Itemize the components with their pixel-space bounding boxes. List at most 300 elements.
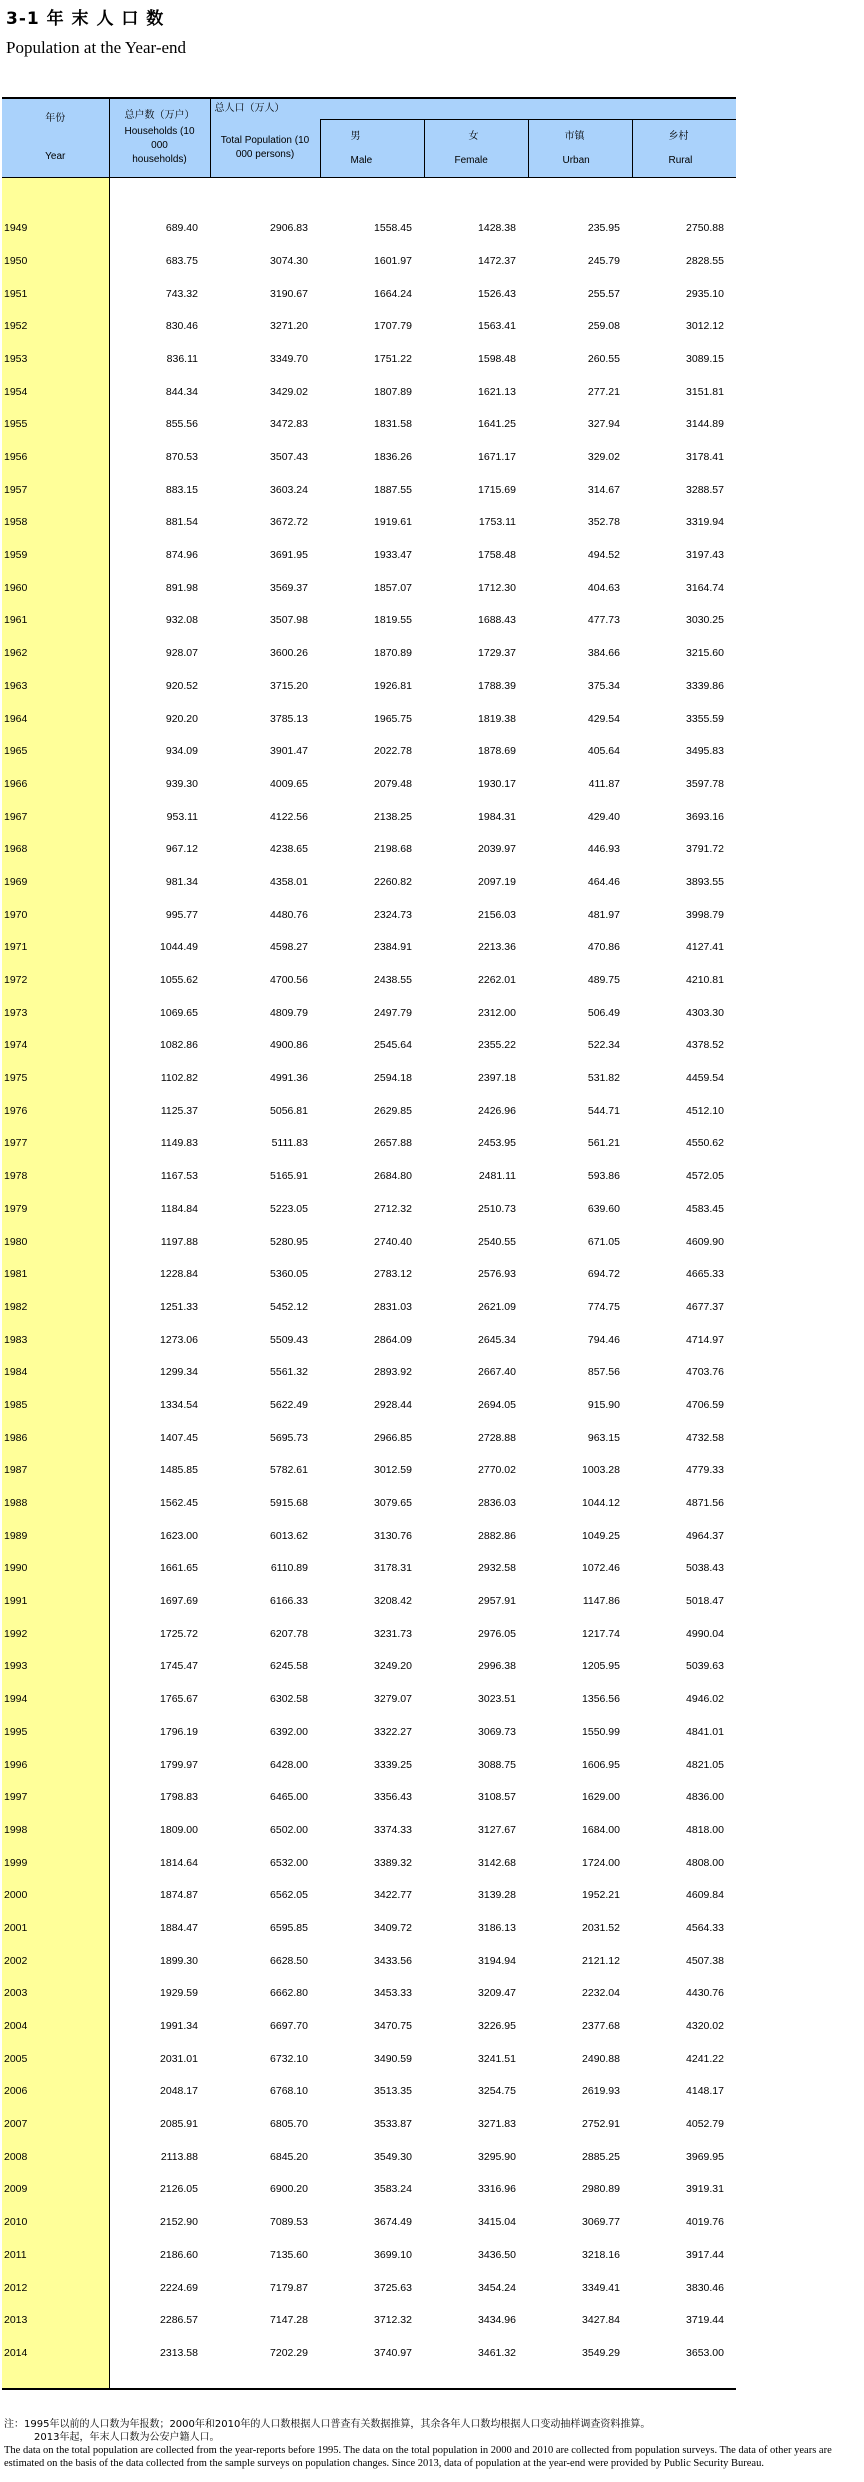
cell-female: 2576.93 [478,1268,516,1281]
cell-year: 1958 [2,502,109,535]
cell-female: 1526.43 [478,287,516,300]
cell-rural: 4572.05 [686,1170,724,1183]
cell-female: 3316.96 [478,2183,516,2196]
cell-urban: 1606.95 [582,1758,620,1771]
cell-rural: 4665.33 [686,1268,724,1281]
cell-female: 2645.34 [478,1333,516,1346]
cell-female: 2355.22 [478,1039,516,1052]
cell-rural: 4512.10 [686,1104,724,1117]
cell-households: 1102.82 [160,1072,198,1085]
table-row [2,2071,736,2104]
cell-female: 2932.58 [478,1562,516,1575]
cell-rural: 4706.59 [686,1398,724,1411]
header-male [320,120,424,178]
cell-urban: 1684.00 [582,1823,620,1836]
cell-urban: 1356.56 [582,1693,620,1706]
cell-total: 7135.60 [270,2248,308,2261]
table-row [2,1254,736,1287]
cell-total: 7089.53 [270,2216,308,2229]
table-row [2,469,736,502]
cell-rural: 3319.94 [686,516,724,529]
cell-male: 3249.20 [374,1660,412,1673]
header-male-en: Male [350,154,373,166]
cell-urban: 259.08 [587,320,620,333]
cell-rural: 2828.55 [686,254,724,267]
cell-rural: 4583.45 [686,1202,724,1215]
cell-female: 2481.11 [478,1170,516,1183]
table-row [2,698,736,731]
footnote-cn-line2: 2013年起，年末人口数为公安户籍人口。 [34,2432,220,2443]
cell-urban: 593.86 [587,1170,620,1183]
cell-urban: 1550.99 [582,1725,620,1738]
table-row [2,2234,736,2267]
cell-year: 1975 [2,1057,109,1090]
cell-female: 3434.96 [478,2314,516,2327]
cell-male: 2594.18 [374,1072,412,1085]
cell-total: 5111.83 [271,1137,308,1150]
cell-male: 2545.64 [374,1039,412,1052]
cell-female: 2976.05 [478,1627,516,1640]
cell-year: 2012 [2,2267,109,2300]
cell-year: 1978 [2,1155,109,1188]
table-row [2,1417,736,1450]
cell-rural: 3030.25 [686,614,724,627]
cell-rural: 3144.89 [686,418,724,431]
table-row [2,1221,736,1254]
header-rural [632,120,736,178]
cell-rural: 3164.74 [686,581,724,594]
cell-male: 2138.25 [374,810,412,823]
cell-male: 1965.75 [374,712,412,725]
cell-male: 3549.30 [374,2150,412,2163]
cell-male: 1601.97 [374,254,412,267]
header-male-cn: 男 [350,130,361,142]
cell-female: 1688.43 [478,614,516,627]
cell-female: 2426.96 [478,1104,516,1117]
cell-rural: 2935.10 [686,287,724,300]
cell-year: 2003 [2,1973,109,2006]
cell-households: 1814.64 [160,1856,198,1869]
cell-urban: 1205.95 [582,1660,620,1673]
cell-year: 1962 [2,632,109,665]
cell-households: 1884.47 [160,1921,198,1934]
cell-households: 1167.53 [160,1170,198,1183]
cell-year: 1984 [2,1352,109,1385]
cell-urban: 1072.46 [582,1562,620,1575]
cell-total: 6245.58 [270,1660,308,1673]
cell-year: 1960 [2,567,109,600]
table-row [2,1613,736,1646]
cell-female: 1984.31 [478,810,516,823]
cell-female: 3436.50 [478,2248,516,2261]
table-row [2,1025,736,1058]
cell-total: 6207.78 [270,1627,308,1640]
cell-male: 1919.61 [374,516,412,529]
cell-households: 2126.05 [160,2183,198,2196]
cell-year: 2010 [2,2201,109,2234]
cell-year: 1994 [2,1678,109,1711]
table-row [2,731,736,764]
cell-female: 2996.38 [478,1660,516,1673]
cell-urban: 429.54 [587,712,620,725]
cell-total: 3672.72 [270,516,308,529]
cell-year: 2011 [2,2234,109,2267]
cell-urban: 857.56 [587,1366,620,1379]
table-row [2,436,736,469]
cell-rural: 4871.56 [686,1497,724,1509]
header-total-cn: 总人口（万人） [210,98,320,120]
cell-urban: 1629.00 [582,1791,620,1804]
cell-female: 3241.51 [478,2052,516,2065]
cell-urban: 963.15 [587,1431,620,1444]
cell-female: 3209.47 [478,1987,516,2000]
cell-year: 1990 [2,1548,109,1581]
cell-year: 2009 [2,2169,109,2202]
cell-total: 6845.20 [270,2150,308,2163]
cell-female: 1788.39 [478,679,516,692]
cell-female: 1428.38 [478,222,516,235]
cell-male: 3208.42 [374,1595,412,1608]
cell-urban: 671.05 [587,1235,620,1248]
cell-households: 995.77 [165,908,198,921]
cell-total: 5360.05 [270,1268,308,1281]
cell-male: 1926.81 [374,679,412,692]
cell-year: 1949 [2,208,109,241]
cell-year: 2014 [2,2332,109,2365]
cell-male: 3433.56 [374,1954,412,1967]
cell-female: 3226.95 [478,2020,516,2032]
cell-total: 4809.79 [270,1006,308,1019]
cell-male: 2079.48 [374,777,412,790]
cell-total: 6532.00 [270,1856,308,1869]
table-row [2,959,736,992]
cell-male: 3356.43 [374,1791,412,1804]
cell-households: 928.07 [165,647,198,660]
table-row [2,1875,736,1908]
table-row [2,2103,736,2136]
cell-urban: 1724.00 [582,1856,620,1869]
header-rural-en: Rural [668,154,693,166]
cell-male: 3725.63 [374,2281,412,2294]
table-row [2,2038,736,2071]
population-table-container [2,97,736,2390]
cell-rural: 4210.81 [686,974,724,986]
cell-urban: 481.97 [587,908,620,921]
cell-year: 1993 [2,1646,109,1679]
cell-urban: 2031.52 [582,1921,620,1934]
cell-year: 1982 [2,1286,109,1319]
cell-households: 920.20 [165,712,198,725]
table-row [2,371,736,404]
cell-total: 6628.50 [270,1954,308,1967]
cell-households: 1725.72 [160,1627,198,1640]
cell-households: 2031.01 [160,2052,198,2065]
cell-households: 1299.34 [160,1366,198,1379]
cell-rural: 3355.59 [686,712,724,725]
table-row [2,600,736,633]
cell-total: 3569.37 [270,581,308,594]
cell-female: 1930.17 [478,777,516,790]
cell-households: 2186.60 [160,2248,198,2261]
table-row [2,1907,736,1940]
cell-rural: 4148.17 [686,2085,724,2098]
cell-female: 2156.03 [478,908,516,921]
cell-female: 2694.05 [478,1398,516,1411]
cell-male: 3533.87 [374,2118,412,2131]
cell-total: 5509.43 [270,1333,308,1346]
cell-urban: 1217.74 [582,1627,620,1640]
cell-rural: 4990.04 [686,1627,724,1640]
cell-rural: 3197.43 [686,549,724,562]
cell-urban: 405.64 [587,745,620,758]
cell-total: 6166.33 [270,1595,308,1608]
cell-female: 3271.83 [478,2118,516,2131]
cell-households: 1899.30 [160,1954,198,1967]
cell-total: 3715.20 [270,679,308,692]
cell-households: 953.11 [166,810,198,823]
cell-year: 1987 [2,1450,109,1483]
cell-male: 2966.85 [374,1431,412,1444]
cell-female: 3023.51 [478,1693,516,1706]
cell-male: 2928.44 [374,1398,412,1411]
cell-year: 1963 [2,665,109,698]
cell-year: 2002 [2,1940,109,1973]
cell-year: 1971 [2,927,109,960]
cell-urban: 794.46 [587,1333,620,1346]
cell-households: 981.34 [165,875,198,888]
cell-rural: 4507.38 [686,1954,724,1967]
cell-rural: 4732.58 [686,1431,724,1444]
cell-year: 2006 [2,2071,109,2104]
cell-female: 2397.18 [478,1072,516,1085]
cell-male: 1831.58 [374,418,412,431]
cell-female: 1753.11 [478,516,516,529]
cell-total: 5280.95 [270,1235,308,1248]
cell-male: 3674.49 [374,2216,412,2229]
footnote-cn-line1: 注：1995年以前的人口数为年报数；2000年和2010年的人口数根据人口普查有关数据推算，其余各年人口数均根据人口变动抽样调查资料推算。 [4,2419,651,2430]
table-row [2,1744,736,1777]
cell-urban: 3427.84 [582,2314,620,2327]
cell-total: 6595.85 [270,1921,308,1934]
cell-male: 2712.32 [374,1202,412,1215]
cell-urban: 352.78 [587,516,620,529]
cell-total: 6562.05 [270,1889,308,1902]
cell-male: 2260.82 [374,875,412,888]
cell-year: 1981 [2,1254,109,1287]
cell-year: 1970 [2,894,109,927]
cell-total: 6013.62 [270,1529,308,1542]
cell-households: 874.96 [165,549,198,562]
cell-year: 1957 [2,469,109,502]
header-female-en: Female [454,154,488,166]
cell-year: 1988 [2,1482,109,1515]
cell-male: 3583.24 [374,2183,412,2196]
cell-total: 3691.95 [270,549,308,562]
table-row [2,404,736,437]
cell-urban: 314.67 [587,483,620,496]
cell-total: 4358.01 [270,875,308,888]
table-row [2,1482,736,1515]
cell-rural: 4836.00 [686,1791,724,1804]
cell-total: 5561.32 [270,1366,308,1379]
cell-female: 2882.86 [478,1529,516,1542]
cell-female: 3139.28 [478,1889,516,1902]
cell-households: 1125.37 [160,1104,198,1117]
cell-total: 6697.70 [270,2020,308,2032]
cell-total: 5782.61 [270,1464,308,1477]
cell-urban: 245.79 [587,254,620,267]
cell-total: 3901.47 [270,745,308,758]
table-row [2,338,736,371]
cell-total: 4480.76 [270,908,308,921]
cell-rural: 3495.83 [686,745,724,758]
cell-rural: 5038.43 [686,1562,724,1575]
cell-households: 2224.69 [160,2281,198,2294]
table-row [2,306,736,339]
table-row [2,2332,736,2365]
cell-households: 1697.69 [160,1595,198,1608]
table-row [2,1548,736,1581]
table-row [2,1842,736,1875]
cell-female: 3088.75 [478,1758,516,1771]
cell-total: 3507.43 [270,451,308,463]
cell-total: 5056.81 [270,1104,308,1117]
cell-urban: 2619.93 [582,2085,620,2098]
cell-female: 1715.69 [478,483,516,496]
cell-total: 5165.91 [270,1170,308,1183]
table-row [2,2201,736,2234]
cell-households: 1485.85 [160,1464,198,1477]
table-row [2,240,736,273]
table-row [2,1155,736,1188]
cell-urban: 544.71 [587,1104,620,1117]
cell-households: 891.98 [165,581,198,594]
cell-urban: 915.90 [587,1398,620,1411]
cell-rural: 3919.31 [686,2183,724,2196]
cell-urban: 3349.41 [582,2281,620,2294]
cell-male: 2324.73 [374,908,412,921]
cell-year: 1979 [2,1188,109,1221]
header-households-en: Households (10 000 households) [124,126,195,165]
cell-male: 2740.40 [374,1235,412,1248]
cell-total: 6465.00 [270,1791,308,1804]
cell-urban: 2232.04 [582,1987,620,2000]
table-row [2,567,736,600]
cell-households: 855.56 [165,418,198,431]
cell-households: 967.12 [165,843,198,856]
cell-rural: 4320.02 [686,2020,724,2032]
cell-rural: 4964.37 [686,1529,724,1542]
cell-male: 2893.92 [374,1366,412,1379]
cell-male: 3322.27 [374,1725,412,1738]
cell-rural: 4818.00 [686,1823,724,1836]
cell-total: 6732.10 [270,2052,308,2065]
cell-rural: 4821.05 [686,1758,724,1771]
header-year-en: Year [45,151,66,162]
cell-male: 3374.33 [374,1823,412,1836]
cell-urban: 429.40 [587,810,620,823]
cell-urban: 2121.12 [582,1954,620,1967]
cell-households: 1197.88 [160,1235,198,1248]
population-table [2,97,736,2390]
cell-households: 1745.47 [160,1660,198,1673]
table-row [2,1188,736,1221]
cell-female: 3127.67 [478,1823,516,1836]
cell-year: 1991 [2,1580,109,1613]
cell-female: 2957.91 [478,1595,516,1608]
cell-households: 1991.34 [160,2020,198,2032]
table-row [2,1940,736,1973]
cell-total: 4598.27 [270,941,308,954]
table-row [2,1057,736,1090]
table-row [2,1580,736,1613]
cell-year: 1976 [2,1090,109,1123]
cell-male: 2864.09 [374,1333,412,1346]
cell-male: 1933.47 [374,549,412,562]
cell-rural: 3719.44 [686,2314,724,2327]
table-row [2,2169,736,2202]
page-title-cn: 3-1 年 末 人 口 数 [6,9,165,29]
cell-year: 1951 [2,273,109,306]
cell-year: 1964 [2,698,109,731]
cell-female: 3142.68 [478,1856,516,1869]
cell-households: 920.52 [165,679,198,692]
cell-households: 881.54 [165,516,198,529]
footnote-en: The data on the total population are collected from the year-reports before 1995. The data on the total population in 2000 and 2010 are collected from population surveys. The data of other years are estimated on the basis of the data collected from the sample surveys on population changes. Since 2013, data of population at the year-end were provided by Public Security Bureau. [4,2445,832,2469]
header-rural-cn: 乡村 [668,130,689,142]
cell-rural: 3653.00 [686,2346,724,2359]
cell-female: 2621.09 [478,1300,516,1313]
cell-female: 2453.95 [478,1137,516,1150]
cell-rural: 3597.78 [686,777,724,790]
cell-year: 1995 [2,1711,109,1744]
cell-urban: 694.72 [587,1268,620,1281]
header-female [424,120,528,178]
table-row [2,2300,736,2333]
cell-total: 2906.83 [270,222,308,235]
cell-year: 1966 [2,763,109,796]
cell-year: 2005 [2,2038,109,2071]
cell-households: 1334.54 [160,1398,198,1411]
cell-households: 932.08 [165,614,198,627]
cell-female: 1758.48 [478,549,516,562]
cell-female: 1641.25 [478,418,516,431]
cell-urban: 489.75 [587,974,620,986]
cell-female: 2039.97 [478,843,516,856]
cell-urban: 327.94 [587,418,620,431]
cell-year: 1973 [2,992,109,1025]
cell-households: 1044.49 [160,941,198,954]
cell-total: 6900.20 [270,2183,308,2196]
cell-urban: 774.75 [587,1300,620,1313]
cell-households: 1929.59 [160,1987,198,2000]
cell-rural: 3339.86 [686,679,724,692]
cell-female: 3194.94 [478,1954,516,1967]
cell-female: 2836.03 [478,1497,516,1509]
cell-total: 3472.83 [270,418,308,431]
table-row [2,273,736,306]
cell-year: 1959 [2,534,109,567]
cell-rural: 4703.76 [686,1366,724,1379]
cell-urban: 2490.88 [582,2052,620,2065]
cell-total: 6768.10 [270,2085,308,2098]
cell-urban: 2980.89 [582,2183,620,2196]
cell-female: 1621.13 [478,385,516,398]
cell-total: 3429.02 [270,385,308,398]
cell-households: 1273.06 [160,1333,198,1346]
cell-urban: 1952.21 [582,1889,620,1902]
cell-households: 2152.90 [160,2216,198,2229]
